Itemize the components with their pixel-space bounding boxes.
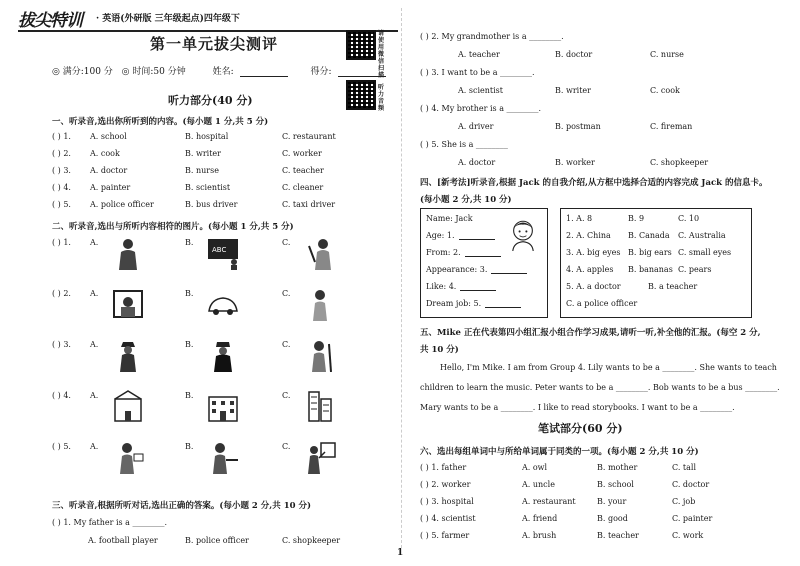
nurse-picture-icon (303, 287, 337, 321)
cleaner-picture-icon (303, 338, 337, 372)
option-a[interactable]: A. doctor (90, 166, 128, 175)
option-letter[interactable]: A. (90, 442, 99, 451)
report-line-2: children to learn the music. Peter wants to be a ________. Bob wants to be a bus ________. (420, 383, 780, 392)
option-b[interactable]: B. teacher (597, 531, 639, 540)
option-letter[interactable]: B. (185, 391, 194, 400)
cook-picture-icon (206, 440, 240, 474)
option-c[interactable]: C. restaurant (282, 132, 336, 141)
svg-text:ABC: ABC (212, 246, 227, 254)
option-a[interactable]: A. police officer (90, 200, 154, 209)
page-divider (401, 8, 402, 548)
answer-blank[interactable] (460, 283, 496, 291)
question-number: ( ) 4. (52, 183, 71, 192)
option-letter[interactable]: C. (282, 289, 291, 298)
option-b[interactable]: B. bus driver (185, 200, 238, 209)
section-3-title: 三、听录音,根据所听对话,选出正确的答案。(每小题 2 分,共 10 分) (52, 501, 312, 511)
question-number: ( ) 3. (52, 166, 71, 175)
option-b[interactable]: B. good (597, 514, 628, 523)
info-card-row (426, 299, 521, 308)
option-a[interactable]: A. restaurant (522, 497, 576, 506)
option-letter[interactable]: B. (185, 289, 194, 298)
report-line-3: Mary wants to be a ________. I like to read storybooks. I want to be a ________. (420, 403, 735, 412)
option-b[interactable]: B. worker (555, 158, 595, 167)
option-c[interactable]: C. cook (650, 86, 680, 95)
qr-code-icon (346, 30, 376, 60)
driver-picture-icon (111, 287, 145, 321)
info-card-label: Name: Jack (426, 214, 473, 223)
info-card-row (426, 248, 501, 257)
question-number: ( ) 4. (52, 391, 71, 400)
choice-option[interactable]: C. 10 (678, 214, 700, 223)
question-number: ( ) 3. (52, 340, 71, 349)
classroom-board-picture-icon[interactable] (205, 236, 241, 270)
info-card-row (426, 214, 473, 223)
choice-option[interactable]: B. Canada (628, 231, 670, 240)
question-number: ( ) 1. (52, 238, 71, 247)
option-letter[interactable]: B. (185, 442, 194, 451)
option-a[interactable]: A. painter (90, 183, 131, 192)
choice-option[interactable]: B. big ears (628, 248, 672, 257)
score-label: 得分: (310, 67, 332, 77)
score-total: ◎ 满分:100 分 (52, 67, 113, 77)
sec3-question-1: ( ) 1. My father is a ________. (52, 518, 168, 527)
name-field[interactable] (240, 68, 288, 77)
info-card-label: Age: 1. (426, 231, 455, 240)
time-limit: ◎ 时间:50 分钟 (121, 67, 186, 77)
option-c[interactable]: C. fireman (650, 122, 693, 131)
report-line-1: Hello, I'm Mike. I am from Group 4. Lily wants to be a ________. She wants to teach (440, 363, 777, 372)
info-card-row (426, 282, 496, 291)
answer-blank[interactable] (485, 300, 521, 308)
option-a[interactable]: A. teacher (458, 50, 500, 59)
option-b[interactable]: B. writer (185, 149, 221, 158)
option-b[interactable]: B. nurse (185, 166, 219, 175)
painter-picture-icon (303, 440, 337, 474)
cleaner-picture-icon (303, 236, 337, 270)
option-a[interactable]: A. scientist (458, 86, 503, 95)
option-c[interactable]: C. tall (672, 463, 697, 472)
qr-code-icon (346, 80, 376, 110)
police-officer-picture-icon[interactable] (205, 338, 241, 372)
question-word: ( ) 4. scientist (420, 514, 476, 523)
report-paragraph (420, 358, 780, 418)
answer-blank[interactable] (491, 266, 527, 274)
info-card-row (426, 231, 495, 240)
choice-option[interactable]: C. pears (678, 265, 712, 274)
option-b[interactable]: B. scientist (185, 183, 231, 192)
hospital-building-picture-icon (206, 389, 240, 423)
sec3-q1-option-a[interactable]: A. football player (88, 536, 158, 545)
option-c[interactable]: C. painter (672, 514, 713, 523)
score-field[interactable] (338, 68, 386, 77)
school-building-picture-icon[interactable] (110, 389, 146, 423)
exam-meta (52, 64, 392, 77)
option-c[interactable]: C. shopkeeper (650, 158, 709, 167)
option-b[interactable]: B. your (597, 497, 627, 506)
building-picture-icon[interactable] (302, 389, 338, 423)
sec3-q1-option-b[interactable]: B. police officer (185, 536, 249, 545)
option-a[interactable]: A. owl (522, 463, 548, 472)
option-a[interactable]: A. cook (90, 149, 120, 158)
painter-picture-icon[interactable] (302, 440, 338, 474)
section-2-title: 二、听录音,选出与所听内容相符的图片。(每小题 1 分,共 5 分) (52, 222, 294, 232)
brand-logo: 拔尖特训 (18, 11, 82, 31)
section-4-subtitle: (每小题 2 分,共 10 分) (420, 195, 512, 205)
option-c[interactable]: C. nurse (650, 50, 684, 59)
header (18, 6, 398, 31)
choice-option[interactable]: B. bananas (628, 265, 673, 274)
choice-option[interactable]: 2. A. China (566, 231, 611, 240)
sec3-question: ( ) 3. I want to be a ________. (420, 68, 535, 77)
cook-picture-icon[interactable] (205, 440, 241, 474)
section-5-title: 五、Mike 正在代表第四小组汇报小组合作学习成果,请听一听,补全他的汇报。(每空 2 分, (420, 328, 761, 338)
worker-picture-icon[interactable] (110, 440, 146, 474)
option-c[interactable]: C. worker (282, 149, 322, 158)
option-b[interactable]: B. mother (597, 463, 638, 472)
option-a[interactable]: A. school (90, 132, 127, 141)
question-word: ( ) 3. hospital (420, 497, 474, 506)
sec3-question: ( ) 2. My grandmother is a ________. (420, 32, 564, 41)
choice-option[interactable]: 1. A. 8 (566, 214, 593, 223)
police-officer-picture-icon (206, 338, 240, 372)
option-a[interactable]: A. friend (522, 514, 558, 523)
hospital-building-picture-icon[interactable] (205, 389, 241, 423)
police-officer-picture-icon[interactable] (110, 338, 146, 372)
teacher-picture-icon[interactable] (110, 236, 146, 270)
choice-option[interactable]: B. a teacher (648, 282, 698, 291)
answer-blank[interactable] (465, 249, 501, 257)
question-number: ( ) 2. (52, 149, 71, 158)
option-letter[interactable]: A. (90, 289, 99, 298)
option-c[interactable]: C. taxi driver (282, 200, 336, 209)
classroom-board-picture-icon (206, 236, 240, 270)
option-letter[interactable]: B. (185, 340, 194, 349)
option-letter[interactable]: C. (282, 238, 291, 247)
info-card-label: Dream job: 5. (426, 299, 482, 308)
option-b[interactable]: B. writer (555, 86, 591, 95)
option-c[interactable]: C. job (672, 497, 696, 506)
option-b[interactable]: B. postman (555, 122, 601, 131)
choice-option[interactable]: C. small eyes (678, 248, 732, 257)
question-word: ( ) 2. worker (420, 480, 471, 489)
section-4-title: 四、[新考法]听录音,根据 Jack 的自我介绍,从方框中选择合适的内容完成 Jack 的信息卡。 (420, 178, 768, 188)
option-letter[interactable]: C. (282, 442, 291, 451)
question-number: ( ) 1. (52, 132, 71, 141)
option-letter[interactable]: A. (90, 391, 99, 400)
question-word: ( ) 1. father (420, 463, 467, 472)
cleaner-picture-icon[interactable] (302, 338, 338, 372)
teacher-picture-icon (111, 236, 145, 270)
question-number: ( ) 2. (52, 289, 71, 298)
option-letter[interactable]: B. (185, 238, 194, 247)
option-letter[interactable]: C. (282, 391, 291, 400)
choice-option[interactable]: 3. A. big eyes (566, 248, 621, 257)
section-5-subtitle: 共 10 分) (420, 345, 459, 355)
option-a[interactable]: A. uncle (522, 480, 555, 489)
worker-picture-icon (111, 440, 145, 474)
option-b[interactable]: B. doctor (555, 50, 593, 59)
section-6-title: 六、选出每组单词中与所给单词属于同类的一项。(每小题 2 分,共 10 分) (420, 447, 699, 457)
header-rule (18, 30, 398, 32)
option-a[interactable]: A. brush (522, 531, 557, 540)
choice-option[interactable]: 5. A. a doctor (566, 282, 621, 291)
page-title: 第一单元拔尖测评 (150, 35, 279, 53)
option-c[interactable]: C. cleaner (282, 183, 324, 192)
choice-option[interactable]: C. a police officer (566, 299, 638, 308)
sec3-question: ( ) 4. My brother is a ________. (420, 104, 542, 113)
choice-option[interactable]: 4. A. apples (566, 265, 614, 274)
option-a[interactable]: A. driver (458, 122, 494, 131)
car-picture-icon[interactable] (205, 287, 241, 321)
qr-label-top: 请使用微信扫描 (378, 30, 385, 79)
name-label: 姓名: (212, 67, 234, 77)
school-building-picture-icon (111, 389, 145, 423)
option-letter[interactable]: A. (90, 238, 99, 247)
answer-blank[interactable] (459, 232, 495, 240)
driver-picture-icon[interactable] (110, 287, 146, 321)
question-number: ( ) 5. (52, 200, 71, 209)
question-word: ( ) 5. farmer (420, 531, 470, 540)
section-1-title: 一、听录音,选出你所听到的内容。(每小题 1 分,共 5 分) (52, 117, 269, 127)
option-letter[interactable]: A. (90, 340, 99, 349)
option-a[interactable]: A. doctor (458, 158, 496, 167)
writing-part-title: 笔试部分(60 分) (538, 422, 623, 435)
question-number: ( ) 5. (52, 442, 71, 451)
info-card-label: From: 2. (426, 248, 461, 257)
page-number: 1 (397, 548, 404, 558)
option-b[interactable]: B. hospital (185, 132, 229, 141)
qr-label-bottom: 听力音频 (378, 84, 385, 112)
choice-option[interactable]: C. Australia (678, 231, 726, 240)
option-c[interactable]: C. work (672, 531, 704, 540)
sec3-q1-option-c[interactable]: C. shopkeeper (282, 536, 341, 545)
sec3-question: ( ) 5. She is a ________ (420, 140, 508, 149)
info-card-label: Appearance: 3. (426, 265, 488, 274)
subject-label: · 英语(外研版 三年级起点)四年级下 (96, 14, 240, 24)
option-b[interactable]: B. school (597, 480, 634, 489)
police-officer-picture-icon (111, 338, 145, 372)
option-letter[interactable]: C. (282, 340, 291, 349)
cleaner-picture-icon[interactable] (302, 236, 338, 270)
nurse-picture-icon[interactable] (302, 287, 338, 321)
car-picture-icon (206, 287, 240, 321)
listening-part-title: 听力部分(40 分) (168, 94, 253, 107)
choice-option[interactable]: B. 9 (628, 214, 645, 223)
boy-face-icon (506, 214, 540, 254)
info-card-label: Like: 4. (426, 282, 457, 291)
option-c[interactable]: C. doctor (672, 480, 710, 489)
option-c[interactable]: C. teacher (282, 166, 324, 175)
building-picture-icon (303, 389, 337, 423)
info-card-row (426, 265, 527, 274)
